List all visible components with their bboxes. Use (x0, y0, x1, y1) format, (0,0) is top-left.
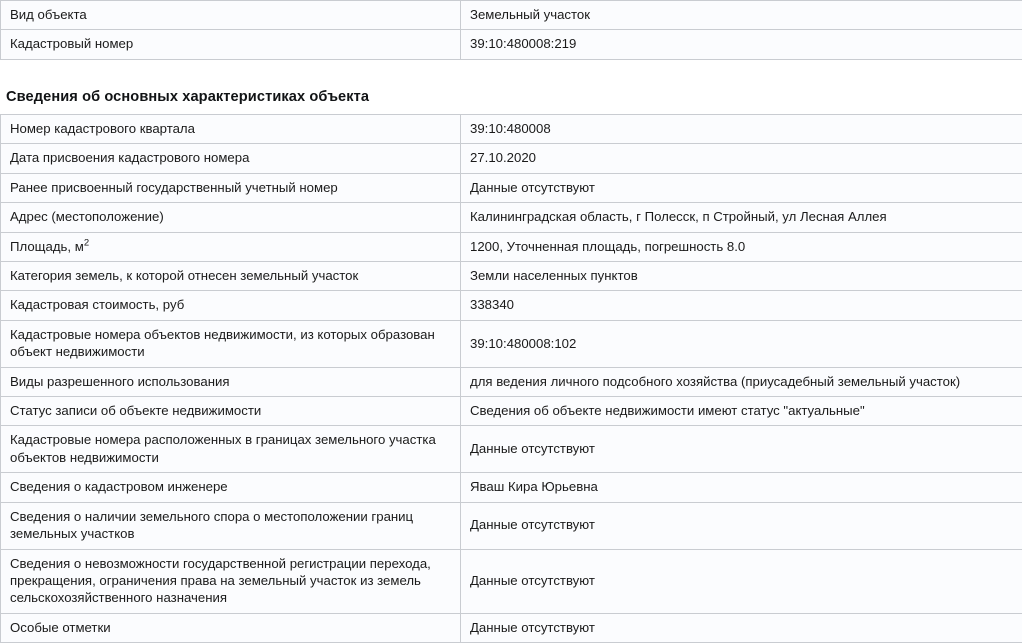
table-row (1, 613, 1022, 642)
section-heading-main-characteristics: Сведения об основных характеристиках объекта (0, 78, 1022, 114)
row-label-record-status: Статус записи об объекте недвижимости (1, 397, 461, 426)
row-value-cadastral-value: 338340 (461, 291, 1022, 320)
table-row (1, 367, 1022, 396)
row-label-cadastral-value: Кадастровая стоимость, руб (1, 291, 461, 320)
table-row (1, 426, 1022, 473)
table-row (1, 232, 1022, 261)
row-label-cadastral-number: Кадастровый номер (1, 30, 461, 59)
table-row (1, 261, 1022, 290)
table-row (1, 397, 1022, 426)
row-label-land-dispute: Сведения о наличии земельного спора о местоположении границ земельных участков (1, 502, 461, 549)
row-label-previous-registry-number: Ранее присвоенный государственный учетный номер (1, 173, 461, 202)
row-label-permitted-use: Виды разрешенного использования (1, 367, 461, 396)
row-value-objects-within-boundaries: Данные отсутствуют (461, 426, 1022, 473)
row-value-previous-registry-number: Данные отсутствуют (461, 173, 1022, 202)
table-row (1, 114, 1022, 143)
row-value-address: Калининградская область, г Полесск, п Стройный, ул Лесная Аллея (461, 203, 1022, 232)
row-value-record-status: Сведения об объекте недвижимости имеют статус "актуальные" (461, 397, 1022, 426)
row-label-area (1, 232, 461, 261)
table-separator-gap (0, 60, 1022, 78)
row-label-registration-impossibility: Сведения о невозможности государственной регистрации перехода, прекращения, ограничения права на земельный участок из земель сельскохозяйственного назначения (1, 549, 461, 613)
table-row (1, 173, 1022, 202)
table-row (1, 30, 1022, 59)
row-value-land-category: Земли населенных пунктов (461, 261, 1022, 290)
row-label-area-superscript: 2 (84, 237, 89, 248)
row-value-area: 1200, Уточненная площадь, погрешность 8.0 (461, 232, 1022, 261)
table-row (1, 144, 1022, 173)
row-label-area-text: Площадь, м (10, 239, 84, 254)
object-identification-table (0, 0, 1022, 60)
row-value-permitted-use: для ведения личного подсобного хозяйства (приусадебный земельный участок) (461, 367, 1022, 396)
row-label-cadastral-quarter: Номер кадастрового квартала (1, 114, 461, 143)
row-label-cadastral-engineer: Сведения о кадастровом инженере (1, 473, 461, 502)
row-label-land-category: Категория земель, к которой отнесен земельный участок (1, 261, 461, 290)
row-label-special-notes: Особые отметки (1, 613, 461, 642)
row-label-objects-within-boundaries: Кадастровые номера расположенных в границах земельного участка объектов недвижимости (1, 426, 461, 473)
row-label-assignment-date: Дата присвоения кадастрового номера (1, 144, 461, 173)
row-label-address: Адрес (местоположение) (1, 203, 461, 232)
row-value-cadastral-engineer: Яваш Кира Юрьевна (461, 473, 1022, 502)
table-row (1, 1, 1022, 30)
row-label-object-type: Вид объекта (1, 1, 461, 30)
object-identification-table-body (1, 1, 1022, 60)
table-row (1, 320, 1022, 367)
table-row (1, 291, 1022, 320)
table-row (1, 473, 1022, 502)
row-value-assignment-date: 27.10.2020 (461, 144, 1022, 173)
table-row (1, 203, 1022, 232)
row-value-cadastral-number: 39:10:480008:219 (461, 30, 1022, 59)
table-row (1, 549, 1022, 613)
row-value-special-notes: Данные отсутствуют (461, 613, 1022, 642)
main-characteristics-table (0, 114, 1022, 643)
main-characteristics-table-body (1, 114, 1022, 642)
row-value-cadastral-quarter: 39:10:480008 (461, 114, 1022, 143)
row-value-registration-impossibility: Данные отсутствуют (461, 549, 1022, 613)
row-value-object-type: Земельный участок (461, 1, 1022, 30)
row-value-land-dispute: Данные отсутствуют (461, 502, 1022, 549)
row-value-source-objects: 39:10:480008:102 (461, 320, 1022, 367)
table-row (1, 502, 1022, 549)
row-label-source-objects: Кадастровые номера объектов недвижимости, из которых образован объект недвижимости (1, 320, 461, 367)
